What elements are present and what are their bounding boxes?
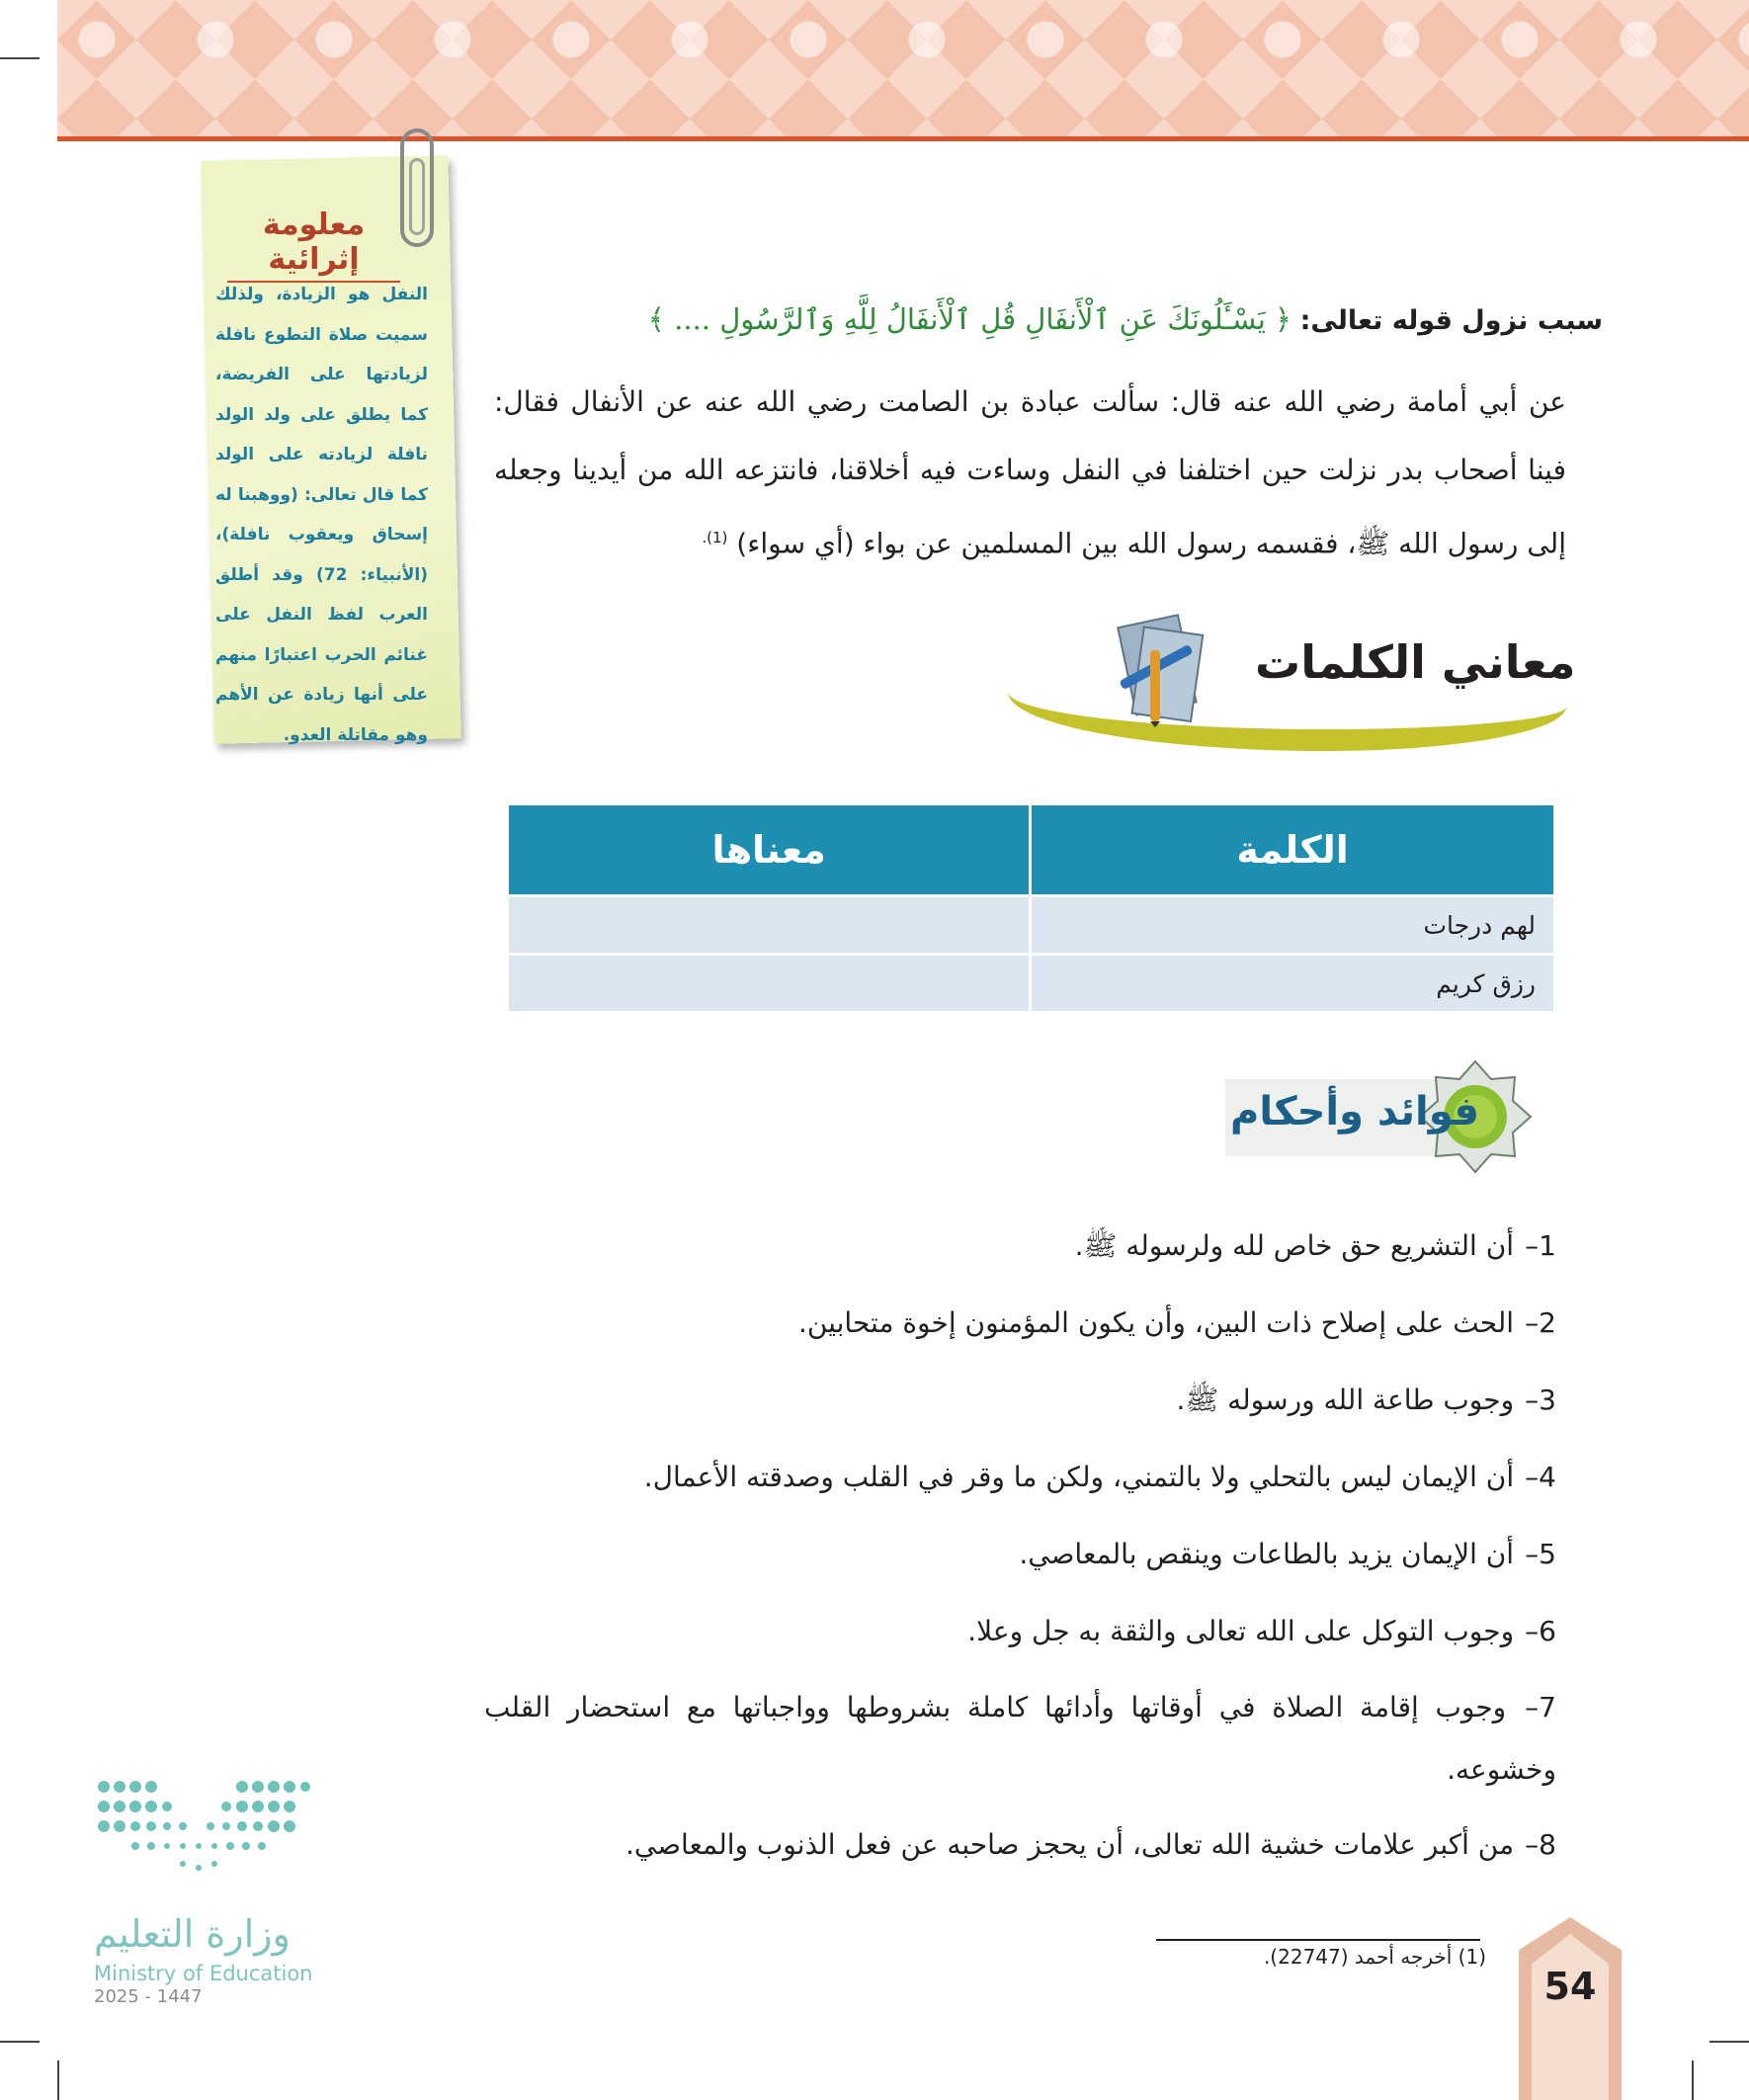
enrichment-note-title: معلومة إثرائية [227,208,400,283]
ministry-logo-icon [94,1777,311,1886]
revelation-reason-line [593,299,1603,341]
list-item-text: وجوب إقامة الصلاة في أوقاتها وأدائها كاملة بشروطها وواجباتها مع استحضار القلب وخشوعه. [484,1691,1556,1786]
list-item [484,1445,1556,1510]
meanings-table [506,805,1553,1011]
word-cell: لهم درجات [1031,896,1553,955]
list-item [484,1291,1556,1356]
list-item-text: أن الإيمان يزيد بالطاعات وينقص بالمعاصي. [1019,1538,1515,1570]
list-item-text: وجوب التوكل على الله تعالى والثقة به جل وعلا. [967,1615,1515,1647]
crop-mark [1692,2060,1694,2100]
benefits-list [484,1214,1556,1890]
list-item-text: أن التشريع حق خاص لله ولرسوله ﷺ. [1074,1229,1515,1262]
list-item-number: 6– [1525,1615,1556,1647]
benefits-heading: فوائد وأحكام [1230,1089,1480,1134]
footnote: (1) أخرجه أحمد (22747). [1263,1945,1486,1969]
hadith-paragraph [494,368,1566,577]
paperclip-icon-inner [409,158,425,235]
column-header-word: الكلمة [1031,805,1553,896]
footnote-divider [1156,1939,1480,1941]
list-item [484,1812,1556,1878]
table-row [508,896,1554,955]
quran-verse: ﴿ يَسْـَٔلُونَكَ عَنِ ٱلْأَنفَالِ قُلِ ٱلْأَنفَالُ لِلَّهِ وَٱلرَّسُولِ .... ﴾ [647,302,1292,336]
meaning-cell [508,955,1031,1012]
list-item-text: أن الإيمان ليس بالتحلي ولا بالتمني، ولكن ما وقر في القلب وصدقته الأعمال. [643,1461,1515,1493]
list-item-number: 1– [1525,1229,1556,1262]
list-item [484,1599,1556,1664]
header-divider [57,136,1749,141]
list-item-number: 3– [1525,1384,1556,1416]
pens-icon [1097,611,1215,727]
list-item-number: 4– [1525,1461,1556,1493]
crop-mark [0,2041,40,2043]
list-item [484,1214,1556,1279]
meaning-cell [508,896,1031,955]
enrichment-note-body: النفل هو الزيادة، ولذلك سميت صلاة التطوع نافلة لزيادتها على الفريضة، كما يطلق على ولد الولد نافلة لزيادته على الولد كما قال تعالى: (ووهبنا له إسحاق ويعقوب نافلة)، (الأنبياء: 72) وقد أطلق العرب لفظ النفل على غنائم الحرب اعتبارًا منهم على أنها زيادة عن الأهم وهو مقاتلة العدو. [215,285,428,745]
revelation-reason-label: سبب نزول قوله تعالى: [1299,305,1603,336]
edition-years: 2025 - 1447 [94,1986,203,2007]
list-item [484,1368,1556,1433]
list-item [484,1676,1556,1801]
ministry-name-english: Ministry of Education [94,1962,313,1985]
list-item-text: من أكبر علامات خشية الله تعالى، أن يحجز صاحبه عن فعل الذنوب والمعاصي. [625,1828,1515,1861]
header-pattern-band [57,0,1749,138]
word-cell: رزق كريم [1031,955,1553,1012]
crop-mark [1709,2041,1749,2043]
page-number: 54 [1543,1965,1597,2008]
list-item-number: 2– [1525,1306,1556,1339]
list-item-text: وجوب طاعة الله ورسوله ﷺ. [1176,1384,1515,1416]
list-item [484,1522,1556,1587]
footnote-reference: (1). [702,529,728,546]
crop-mark [0,57,40,59]
ministry-name-arabic: وزارة التعليم [94,1912,291,1956]
list-item-number: 7– [1525,1691,1556,1723]
crop-mark [57,2060,59,2100]
hadith-text: عن أبي أمامة رضي الله عنه قال: سألت عبادة بن الصامت رضي الله عنه عن الأنفال فقال: فينا أصحاب بدر نزلت حين اختلفنا في النفل وساءت فيه أخلاقنا، فانتزعه الله من أيدينا وجعله إلى رسول الله ﷺ، فقسمه رسول الله بين المسلمين عن بواء (أي سواء) [494,385,1566,560]
list-item-number: 8– [1525,1828,1556,1861]
page-number-tab-inner [1532,1934,1609,2100]
list-item-number: 5– [1525,1538,1556,1570]
table-header-row [508,805,1554,896]
list-item-text: الحث على إصلاح ذات البين، وأن يكون المؤمنون إخوة متحابين. [797,1306,1515,1339]
table-row [508,955,1554,1012]
column-header-meaning: معناها [508,805,1031,896]
meanings-heading: معاني الكلمات [1255,635,1576,689]
